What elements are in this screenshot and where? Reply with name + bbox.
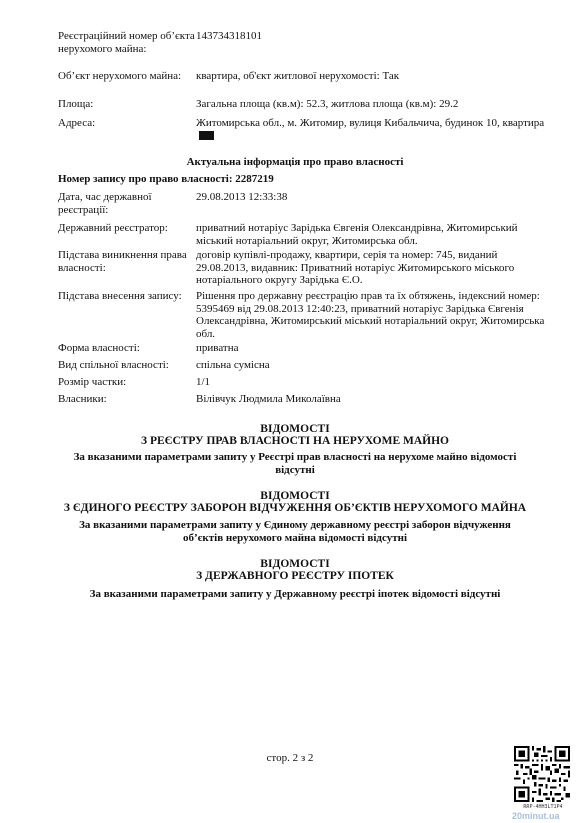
field-label: Підстава виникнення права власності: (58, 249, 187, 274)
section-title: ВІДОМОСТІ (260, 558, 330, 570)
ownership-row (58, 290, 548, 340)
owner-value: Вілівчук Людмила Миколаївна (196, 393, 341, 405)
field-value: приватний нотаріус Зарідька Євгенія Олександрівна, Житомирський міський нотаріальний округ, Житомирська обл. (196, 222, 518, 247)
field-value: квартира, об'єкт житлової нерухомості: Так (196, 70, 400, 82)
section-title: ВІДОМОСТІ (260, 490, 330, 502)
property-row (58, 117, 548, 142)
field-label: Площа: (58, 98, 94, 110)
field-label: Адреса: (58, 117, 96, 129)
field-value: приватна (196, 342, 239, 354)
field-value: спільна сумісна (196, 359, 270, 371)
ownership-row (58, 359, 548, 372)
section-subtitle: З ДЕРЖАВНОГО РЕЄСТРУ ІПОТЕК (196, 570, 394, 582)
field-value: Загальна площа (кв.м): 52.3, житлова площа (кв.м): 29.2 (196, 98, 459, 110)
field-value: 1/1 (196, 376, 211, 388)
ownership-row (58, 249, 548, 287)
field-label: Підстава внесення запису: (58, 290, 182, 302)
redaction-mark (199, 131, 214, 140)
property-row (58, 98, 548, 111)
field-label: Власники: (58, 393, 107, 405)
field-label: Розмір частки: (58, 376, 127, 388)
field-label: Реєстраційний номер об’єкта нерухомого майна: (58, 30, 195, 55)
ownership-row (58, 393, 548, 406)
field-label: Вид спільної власності: (58, 359, 169, 371)
field-value: 143734318101 (196, 30, 262, 42)
section-subtitle: З ЄДИНОГО РЕЄСТРУ ЗАБОРОН ВІДЧУЖЕННЯ ОБ’ЄКТІВ НЕРУХОМОГО МАЙНА (63, 502, 527, 514)
section-text: За вказаними параметрами запиту у Державному реєстрі іпотек відомості відсутні (89, 588, 501, 600)
ownership-heading: Актуальна інформація про право власності (186, 156, 404, 168)
page-number: стор. 2 з 2 (266, 752, 314, 764)
field-value: Рішення про державну реєстрацію прав та їх обтяжень, індексний номер: 5395469 від 29.08.2013 12:40:23, приватний нотаріус Зарідька Євгенія Олександрівна, Житомирський міський нотаріальний округ, Житомирська обл. (196, 290, 545, 340)
address-value (196, 117, 548, 142)
qr-code-icon (514, 746, 570, 802)
field-value: Житомирська обл., м. Житомир, вулиця Кибальчича, будинок 10, квартира (196, 117, 545, 129)
section-text: За вказаними параметрами запиту у Реєстрі прав власності на нерухоме майно відомості відсутні (73, 451, 517, 476)
field-label: Державний реєстратор: (58, 222, 168, 234)
field-label: Форма власності: (58, 342, 140, 354)
ownership-row (58, 222, 548, 247)
ownership-row (58, 376, 548, 389)
section-text: За вказаними параметрами запиту у Єдиному державному реєстрі заборон відчуження об’єктів нерухомого майна відомості відсутні (79, 519, 511, 544)
field-value: 29.08.2013 12:33:38 (196, 191, 288, 203)
field-label: Дата, час державної реєстрації: (58, 191, 152, 216)
property-row (58, 30, 548, 55)
section-title: ВІДОМОСТІ (260, 423, 330, 435)
property-row (58, 70, 548, 83)
qr-caption: RRP-4HH3LT1P4 (523, 804, 563, 810)
field-label: Об’єкт нерухомого майна: (58, 70, 182, 82)
field-value: договір купівлі-продажу, квартири, серія та номер: 745, виданий 29.08.2013, видавник: Приватний нотаріус Житомирського міського нотаріального округу Зарідька Є.О. (196, 249, 515, 286)
ownership-row (58, 342, 548, 355)
watermark: 20minut.ua (512, 811, 560, 821)
section-subtitle: З РЕЄСТРУ ПРАВ ВЛАСНОСТІ НА НЕРУХОМЕ МАЙНО (141, 435, 449, 447)
ownership-row (58, 191, 548, 216)
record-number: Номер запису про право власності: 2287219 (58, 173, 274, 185)
